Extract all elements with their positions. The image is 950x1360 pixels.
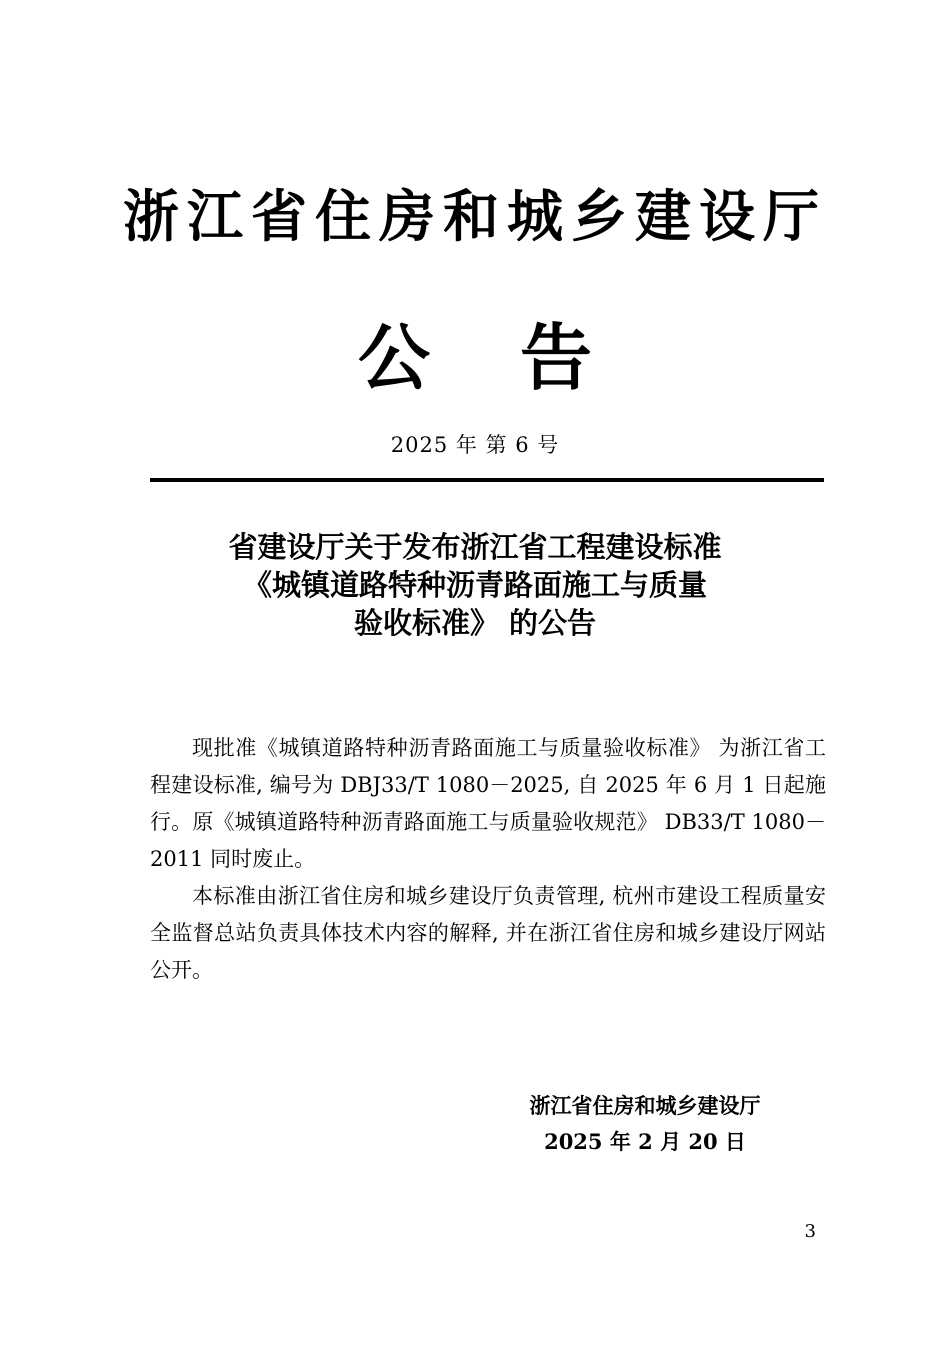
announcement-title [120, 528, 830, 642]
title-line: 验收标准》 的公告 [353, 606, 597, 640]
signature-organization: 浙江省住房和城乡建设厅 [529, 1093, 761, 1118]
body-paragraph: 本标准由浙江省住房和城乡建设厅负责管理, 杭州市建设工程质量安全监督总站负责具体技术内容的解释, 并在浙江省住房和城乡建设厅网站公开。 [150, 884, 826, 982]
issuer-name: 浙江省住房和城乡建设厅 [123, 185, 827, 250]
signature-block [480, 1088, 810, 1160]
page-number: 3 [804, 1221, 816, 1242]
document-type: 公告 [357, 316, 682, 400]
title-line: 省建设厅关于发布浙江省工程建设标准 [228, 530, 722, 564]
header-divider [150, 478, 824, 482]
document-number: 2025 年 第 6 号 [390, 433, 560, 457]
body-paragraph: 现批准《城镇道路特种沥青路面施工与质量验收标准》 为浙江省工程建设标准, 编号为 DBJ33/T 1080－2025, 自 2025 年 6 月 1 日起施行。原《城镇道路特种沥青路面施工与质量验收规范》 DB33/T 1080－2011 同时废止。 [150, 736, 826, 871]
title-line: 《城镇道路特种沥青路面施工与质量 [242, 568, 707, 602]
signature-date: 2025 年 2 月 20 日 [544, 1129, 746, 1154]
announcement-body [150, 730, 826, 989]
